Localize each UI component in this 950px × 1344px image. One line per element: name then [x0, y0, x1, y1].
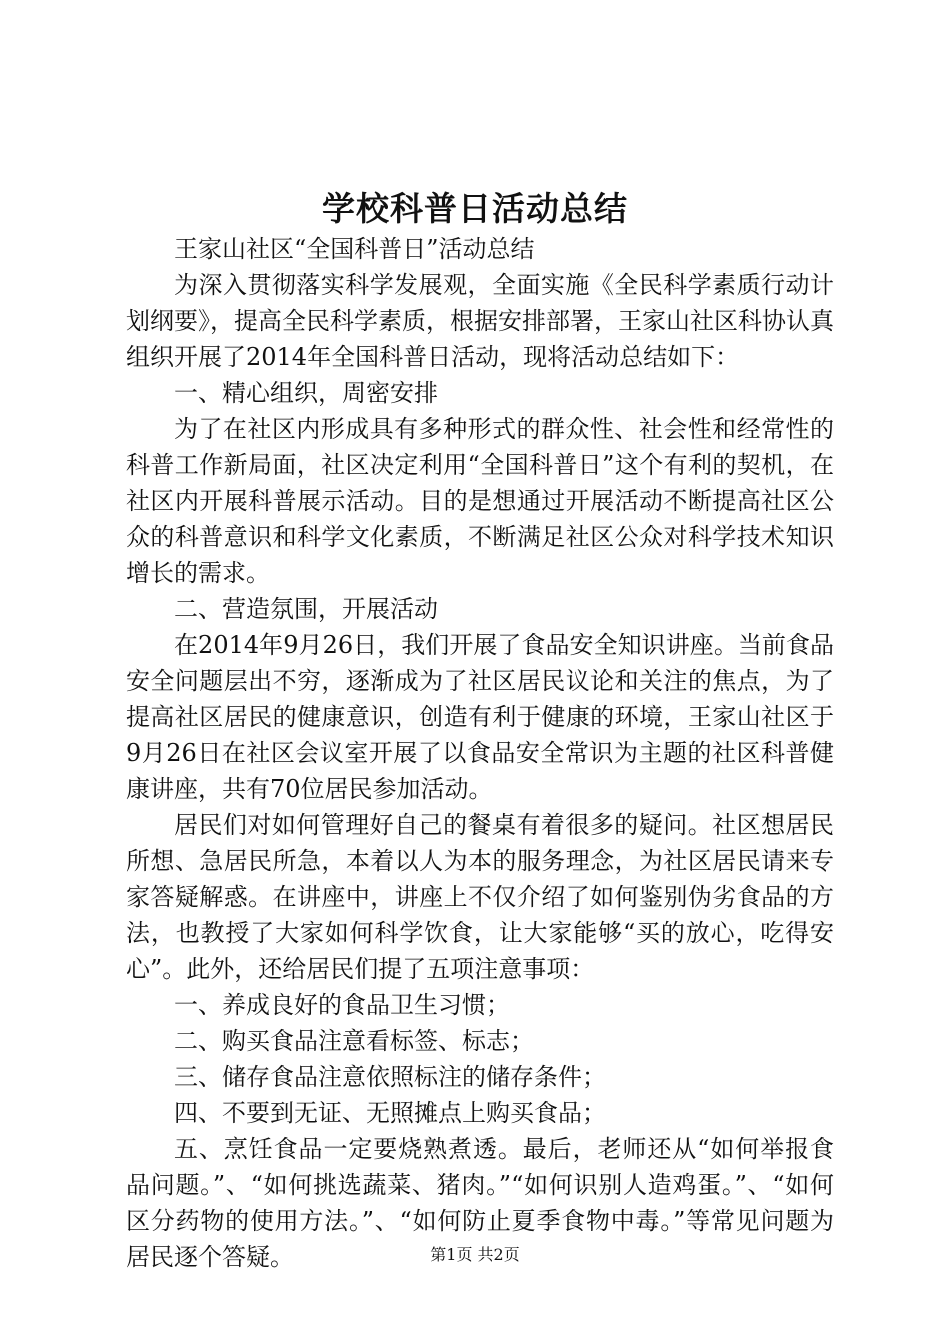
paragraph-lecture: 在2014年9月26日，我们开展了食品安全知识讲座。当前食品安全问题层出不穷，逐渐成为了社区居民议论和关注的焦点，为了提高社区居民的健康意识，创造有利于健康的环境，王家山社区于9月26日在社区会议室开展了以食品安全常识为主题的社区科普健康讲座，共有70位居民参加活动。 [126, 631, 834, 803]
page-title: 学校科普日活动总结 [322, 189, 628, 228]
list-item-2: 二、购买食品注意看标签、标志； [174, 1027, 534, 1055]
list-item-5: 五、烹饪食品一定要烧熟煮透。最后，老师还从“如何举报食品问题。”、“如何挑选蔬菜、猪肉。”“如何识别人造鸡蛋。”、“如何区分药物的使用方法。”、“如何防止夏季食物中毒。”等常见问题为居民逐个答疑。 [126, 1135, 834, 1271]
section-heading-2: 二、营造氛围，开展活动 [174, 595, 438, 623]
list-item-1: 一、养成良好的食品卫生习惯； [174, 991, 510, 1019]
list-item-3: 三、储存食品注意依照标注的储存条件； [174, 1063, 606, 1091]
document-body [126, 231, 834, 1275]
paragraph-section-1: 为了在社区内形成具有多种形式的群众性、社会性和经常性的科普工作新局面，社区决定利用“全国科普日”这个有利的契机，在社区内开展科普展示活动。目的是想通过开展活动不断提高社区公众的科普意识和科学文化素质，不断满足社区公众对科学技术知识增长的需求。 [126, 415, 834, 587]
list-item-4: 四、不要到无证、无照摊点上购买食品； [174, 1099, 606, 1127]
paragraph-subtitle: 王家山社区“全国科普日”活动总结 [174, 235, 535, 263]
paragraph-residents: 居民们对如何管理好自己的餐桌有着很多的疑问。社区想居民所想、急居民所急，本着以人为本的服务理念，为社区居民请来专家答疑解惑。在讲座中，讲座上不仅介绍了如何鉴别伪劣食品的方法，也教授了大家如何科学饮食，让大家能够“买的放心，吃得安心”。此外，还给居民们提了五项注意事项： [126, 811, 834, 983]
page-footer: 第1页 共2页 [430, 1245, 520, 1264]
paragraph-intro: 为深入贯彻落实科学发展观，全面实施《全民科学素质行动计划纲要》，提高全民科学素质，根据安排部署，王家山社区科协认真组织开展了2014年全国科普日活动，现将活动总结如下： [126, 271, 834, 371]
section-heading-1: 一、精心组织，周密安排 [174, 379, 438, 407]
